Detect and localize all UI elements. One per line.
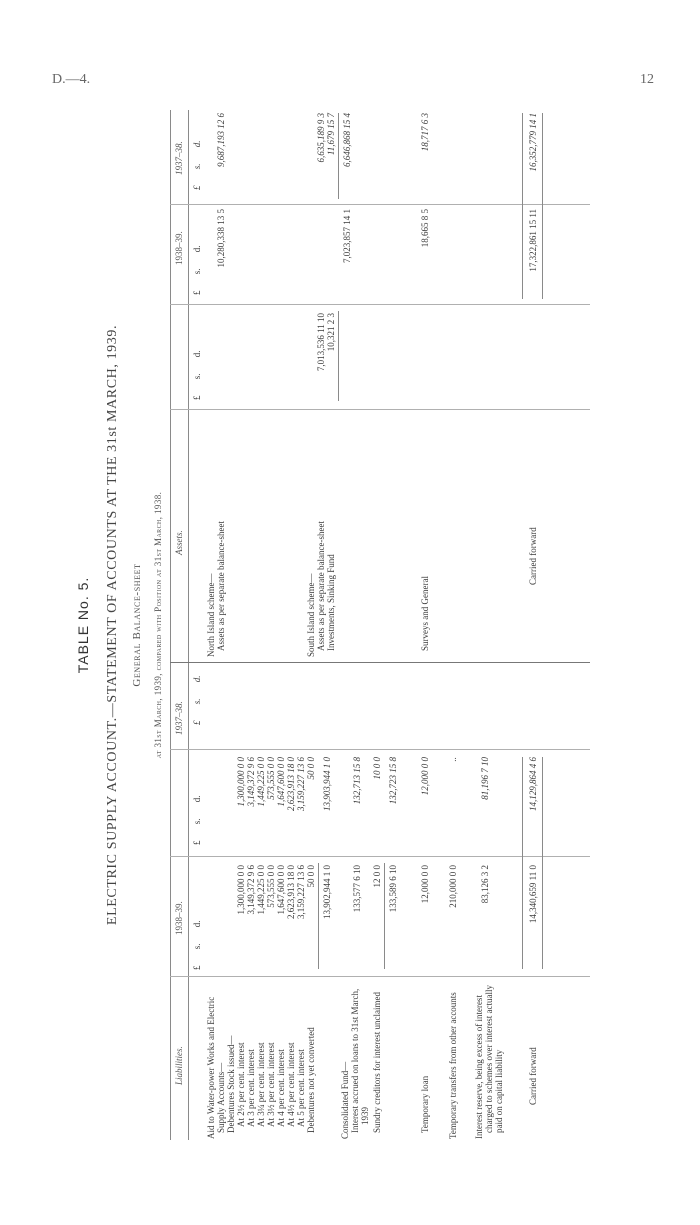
- assets-heading: Assets.: [174, 530, 184, 555]
- debenture-value-1939: 1,647,600 0 0: [276, 865, 286, 915]
- aid-line: Aid to Water-power Works and Electric: [206, 996, 216, 1139]
- carried-forward-1938: 14,129,864 4 6: [528, 757, 538, 811]
- debenture-value-1938: 3,149,372 9 6: [246, 757, 256, 807]
- assets-carried-forward-1939: 17,322,861 15 11: [528, 209, 538, 272]
- not-converted-value-1938: 50 0 0: [306, 757, 316, 780]
- lsd-heading: £ s. d.: [192, 920, 202, 970]
- consolidated-total-1939: 133,589 6 10: [388, 865, 398, 913]
- sundry-label: Sundry creditors for interest unclaimed: [372, 992, 382, 1133]
- south-assets-1938: 6,635,189 9 3: [316, 113, 326, 163]
- debenture-value-1938: 573,555 0 0: [266, 757, 276, 800]
- year-heading-1939: 1938–39.: [174, 901, 184, 935]
- debenture-value-1939: 573,555 0 0: [266, 865, 276, 908]
- subtotal-rule: [318, 863, 319, 969]
- north-assets-1938: 9,687,193 12 6: [216, 113, 226, 167]
- sinking-fund-1938: 11,679 15 7: [326, 113, 336, 156]
- interest-reserve-label: paid on capital liability: [494, 1049, 504, 1133]
- interest-value-1939: 133,577 6 10: [352, 865, 362, 913]
- col-divider: [170, 409, 590, 410]
- debenture-label: At 2½ per cent. interest: [236, 1042, 246, 1127]
- consolidated-heading: Consolidated Fund—: [340, 1061, 350, 1139]
- north-island-heading: North Island scheme—: [206, 573, 216, 657]
- lsd-heading: £ s. d.: [192, 675, 202, 725]
- surveys-1938: 18,717 6 3: [420, 113, 430, 152]
- temporary-loan-1939: 12,000 0 0: [420, 865, 430, 904]
- debenture-label: At 5 per cent. interest: [296, 1049, 306, 1127]
- not-converted-value-1939: 50 0 0: [306, 865, 316, 888]
- lsd-heading: £ s. d.: [192, 245, 202, 295]
- total-rule: [522, 757, 523, 969]
- page-number: 12: [640, 72, 654, 87]
- carried-forward-label: Carried forward: [528, 1047, 538, 1105]
- interest-value-1938: 132,713 15 8: [352, 757, 362, 805]
- sundry-value-1939: 12 0 0: [372, 865, 382, 888]
- interest-reserve-label: Interest reserve, being excess of interest: [474, 995, 484, 1139]
- debentures-total-1939: 13,902,944 1 0: [322, 865, 332, 919]
- south-assets-label: Assets as per separate balance-sheet: [316, 521, 326, 651]
- rotated-balance-sheet: [70, 105, 600, 1145]
- debenture-label: At 3 per cent. interest: [246, 1049, 256, 1127]
- aid-line: Supply Accounts—: [216, 1062, 226, 1133]
- debenture-value-1938: 1,300,000 0 0: [236, 757, 246, 807]
- debenture-label: At 4½ per cent. interest: [286, 1042, 296, 1127]
- year-heading-1938: 1937–38.: [174, 141, 184, 175]
- north-assets-label: Assets as per separate balance-sheet: [216, 521, 226, 651]
- interest-label: Interest accrued on loans to 31st March,: [350, 988, 360, 1133]
- sinking-fund-1939: 10,321 2 3: [326, 313, 336, 352]
- surveys-1939: 18,665 8 5: [420, 209, 430, 248]
- lsd-heading: £ s. d.: [192, 795, 202, 845]
- carried-forward-1939: 14,340,659 11 0: [528, 865, 538, 924]
- col-divider: [170, 304, 590, 305]
- header-rule: [188, 110, 189, 1140]
- statement-title: ELECTRIC SUPPLY ACCOUNT.—STATEMENT OF ACCOUNTS AT THE 31st MARCH, 1939.: [105, 324, 120, 926]
- col-divider: [170, 204, 590, 205]
- south-total-1939: 7,023,857 14 1: [342, 209, 352, 263]
- temporary-transfers-1939: 210,000 0 0: [448, 865, 458, 908]
- lsd-heading: £ s. d.: [192, 140, 202, 190]
- carried-forward-label: Carried forward: [528, 527, 538, 585]
- table-number: TABLE No. 5.: [75, 576, 91, 674]
- page-code: D.—4.: [52, 72, 91, 87]
- interest-reserve-1938: 81,196 7 10: [480, 757, 490, 800]
- center-divider: [170, 662, 590, 663]
- temporary-loan-label: Temporary loan: [420, 1075, 430, 1133]
- total-rule: [522, 113, 523, 299]
- sinking-fund-label: Investments, Sinking Fund: [326, 554, 336, 651]
- total-rule: [542, 113, 543, 299]
- debenture-label: At 3¼ per cent. interest: [256, 1042, 266, 1127]
- debenture-value-1939: 3,149,372 9 6: [246, 865, 256, 915]
- north-assets-1939: 10,280,338 13 5: [216, 209, 226, 268]
- not-converted-label: Debentures not yet converted: [306, 1027, 316, 1133]
- debenture-value-1939: 2,623,913 18 0: [286, 865, 296, 919]
- debentures-total-1938: 13,903,944 1 0: [322, 757, 332, 811]
- statement-subtitle: General Balance-sheet: [131, 563, 143, 687]
- col-divider: [170, 976, 590, 977]
- debenture-label: At 4 per cent. interest: [276, 1049, 286, 1127]
- interest-label: 1939: [360, 1107, 370, 1125]
- interest-reserve-label: charged to schemes over interest actually: [484, 984, 494, 1133]
- temporary-transfers-label: Temporary transfers from other accounts: [448, 992, 458, 1139]
- table-top-rule: [170, 110, 171, 1140]
- consolidated-total-1938: 132,723 15 8: [388, 757, 398, 805]
- col-divider: [170, 856, 590, 857]
- temporary-transfers-1938: ..: [448, 757, 458, 762]
- assets-carried-forward-1938: 16,352,779 14 1: [528, 113, 538, 172]
- lsd-heading: £ s. d.: [192, 350, 202, 400]
- col-divider: [170, 749, 590, 750]
- subtotal-rule: [338, 113, 339, 199]
- total-rule: [542, 757, 543, 969]
- south-assets-1939: 7,013,536 11 10: [316, 313, 326, 372]
- liabilities-heading: Liabilities.: [174, 1046, 184, 1085]
- south-total-1938: 6,646,868 15 4: [342, 113, 352, 167]
- debenture-value-1938: 1,647,600 0 0: [276, 757, 286, 807]
- sundry-value-1938: 10 0 0: [372, 757, 382, 780]
- statement-date-line: at 31st March, 1939, compared with Position at 31st March, 1938.: [153, 491, 163, 759]
- debenture-label: At 3½ per cent. interest: [266, 1042, 276, 1127]
- debenture-value-1938: 2,623,913 18 0: [286, 757, 296, 811]
- subtotal-rule: [384, 863, 385, 969]
- temporary-loan-1938: 12,000 0 0: [420, 757, 430, 796]
- south-island-heading: South Island scheme—: [306, 573, 316, 657]
- debentures-heading: Debentures Stock issued—: [226, 1035, 236, 1133]
- debenture-value-1939: 3,159,227 13 6: [296, 865, 306, 919]
- interest-reserve-1939: 83,126 3 2: [480, 865, 490, 904]
- year-heading-1938: 1937–38.: [174, 701, 184, 735]
- debenture-value-1939: 1,300,000 0 0: [236, 865, 246, 915]
- debenture-value-1939: 1,449,225 0 0: [256, 865, 266, 915]
- subtotal-rule: [338, 311, 339, 401]
- debenture-value-1938: 3,159,227 13 6: [296, 757, 306, 811]
- debenture-value-1938: 1,449,225 0 0: [256, 757, 266, 807]
- surveys-label: Surveys and General: [420, 576, 430, 651]
- year-heading-1939: 1938–39.: [174, 231, 184, 265]
